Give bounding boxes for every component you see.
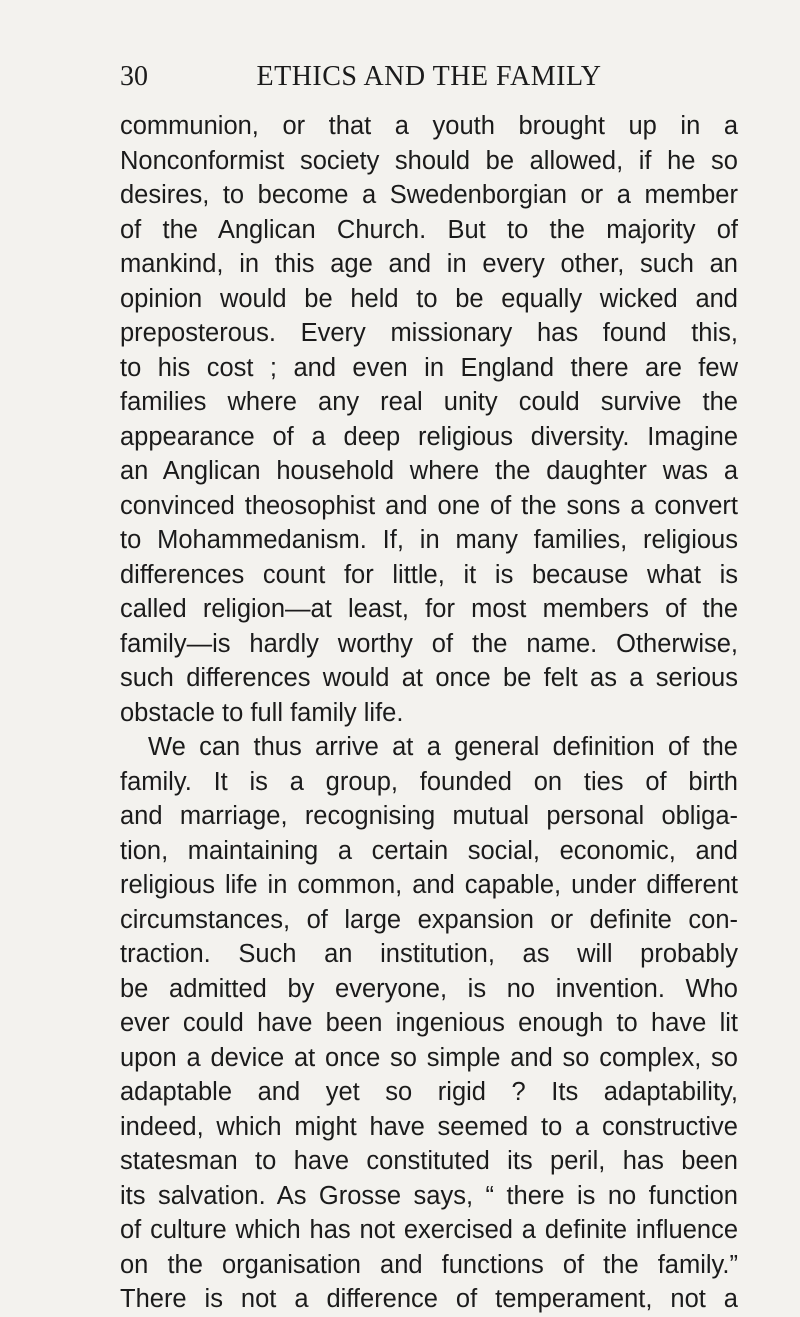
- text-line: opinion would be held to be equally wicked and: [120, 284, 738, 313]
- text-line: differences count for little, it is because what is: [120, 560, 738, 589]
- text-line: family. It is a group, founded on ties of birth: [120, 767, 738, 796]
- running-title: ETHICS AND THE FAMILY: [256, 61, 602, 92]
- text-line: an Anglican household where the daughter was a: [120, 457, 738, 485]
- text-line: families where any real unity could survive the: [120, 388, 738, 416]
- text-line: religious life in common, and capable, under different: [120, 871, 738, 899]
- text-line: and marriage, recognising mutual personal obliga-: [120, 802, 738, 830]
- text-line: appearance of a deep religious diversity. Imagine: [120, 422, 738, 451]
- text-line: ever could have been ingenious enough to have lit: [120, 1009, 738, 1037]
- text-line: There is not a difference of temperament, not a: [120, 1285, 738, 1313]
- text-line: to his cost ; and even in England there are few: [120, 353, 738, 382]
- text-line: obstacle to full family life.: [120, 698, 404, 727]
- text-line: indeed, which might have seemed to a constructive: [120, 1112, 738, 1141]
- text-line: be admitted by everyone, is no invention. Who: [120, 974, 738, 1003]
- text-line: convinced theosophist and one of the sons a convert: [120, 491, 738, 520]
- text-line: its salvation. As Grosse says, “ there is no function: [120, 1181, 738, 1210]
- text-line: We can thus arrive at a general definition of the: [148, 733, 738, 761]
- text-line: tion, maintaining a certain social, economic, and: [120, 836, 738, 865]
- text-line: desires, to become a Swedenborgian or a member: [120, 181, 738, 209]
- text-line: Nonconformist society should be allowed, if he so: [120, 146, 738, 175]
- body-text: [120, 109, 738, 1317]
- text-line: on the organisation and functions of the family.”: [120, 1250, 738, 1279]
- text-line: of culture which has not exercised a definite influence: [120, 1216, 738, 1244]
- text-line: to Mohammedanism. If, in many families, religious: [120, 526, 738, 554]
- text-line: mankind, in this age and in every other, such an: [120, 250, 738, 278]
- text-line: family—is hardly worthy of the name. Otherwise,: [120, 629, 738, 658]
- running-head: [120, 60, 738, 94]
- text-line: adaptable and yet so rigid ? Its adaptability,: [120, 1078, 738, 1106]
- text-line: traction. Such an institution, as will probably: [120, 940, 738, 968]
- text-line: upon a device at once so simple and so complex, so: [120, 1043, 738, 1072]
- text-line: communion, or that a youth brought up in a: [120, 112, 738, 140]
- text-line: circumstances, of large expansion or definite con-: [120, 905, 738, 934]
- text-line: preposterous. Every missionary has found this,: [120, 319, 738, 347]
- page-number: 30: [120, 61, 148, 92]
- text-line: called religion—at least, for most members of the: [120, 595, 738, 623]
- text-line: such differences would at once be felt as a serious: [120, 664, 738, 692]
- text-line: statesman to have constituted its peril, has been: [120, 1147, 738, 1175]
- text-line: of the Anglican Church. But to the majority of: [120, 215, 738, 244]
